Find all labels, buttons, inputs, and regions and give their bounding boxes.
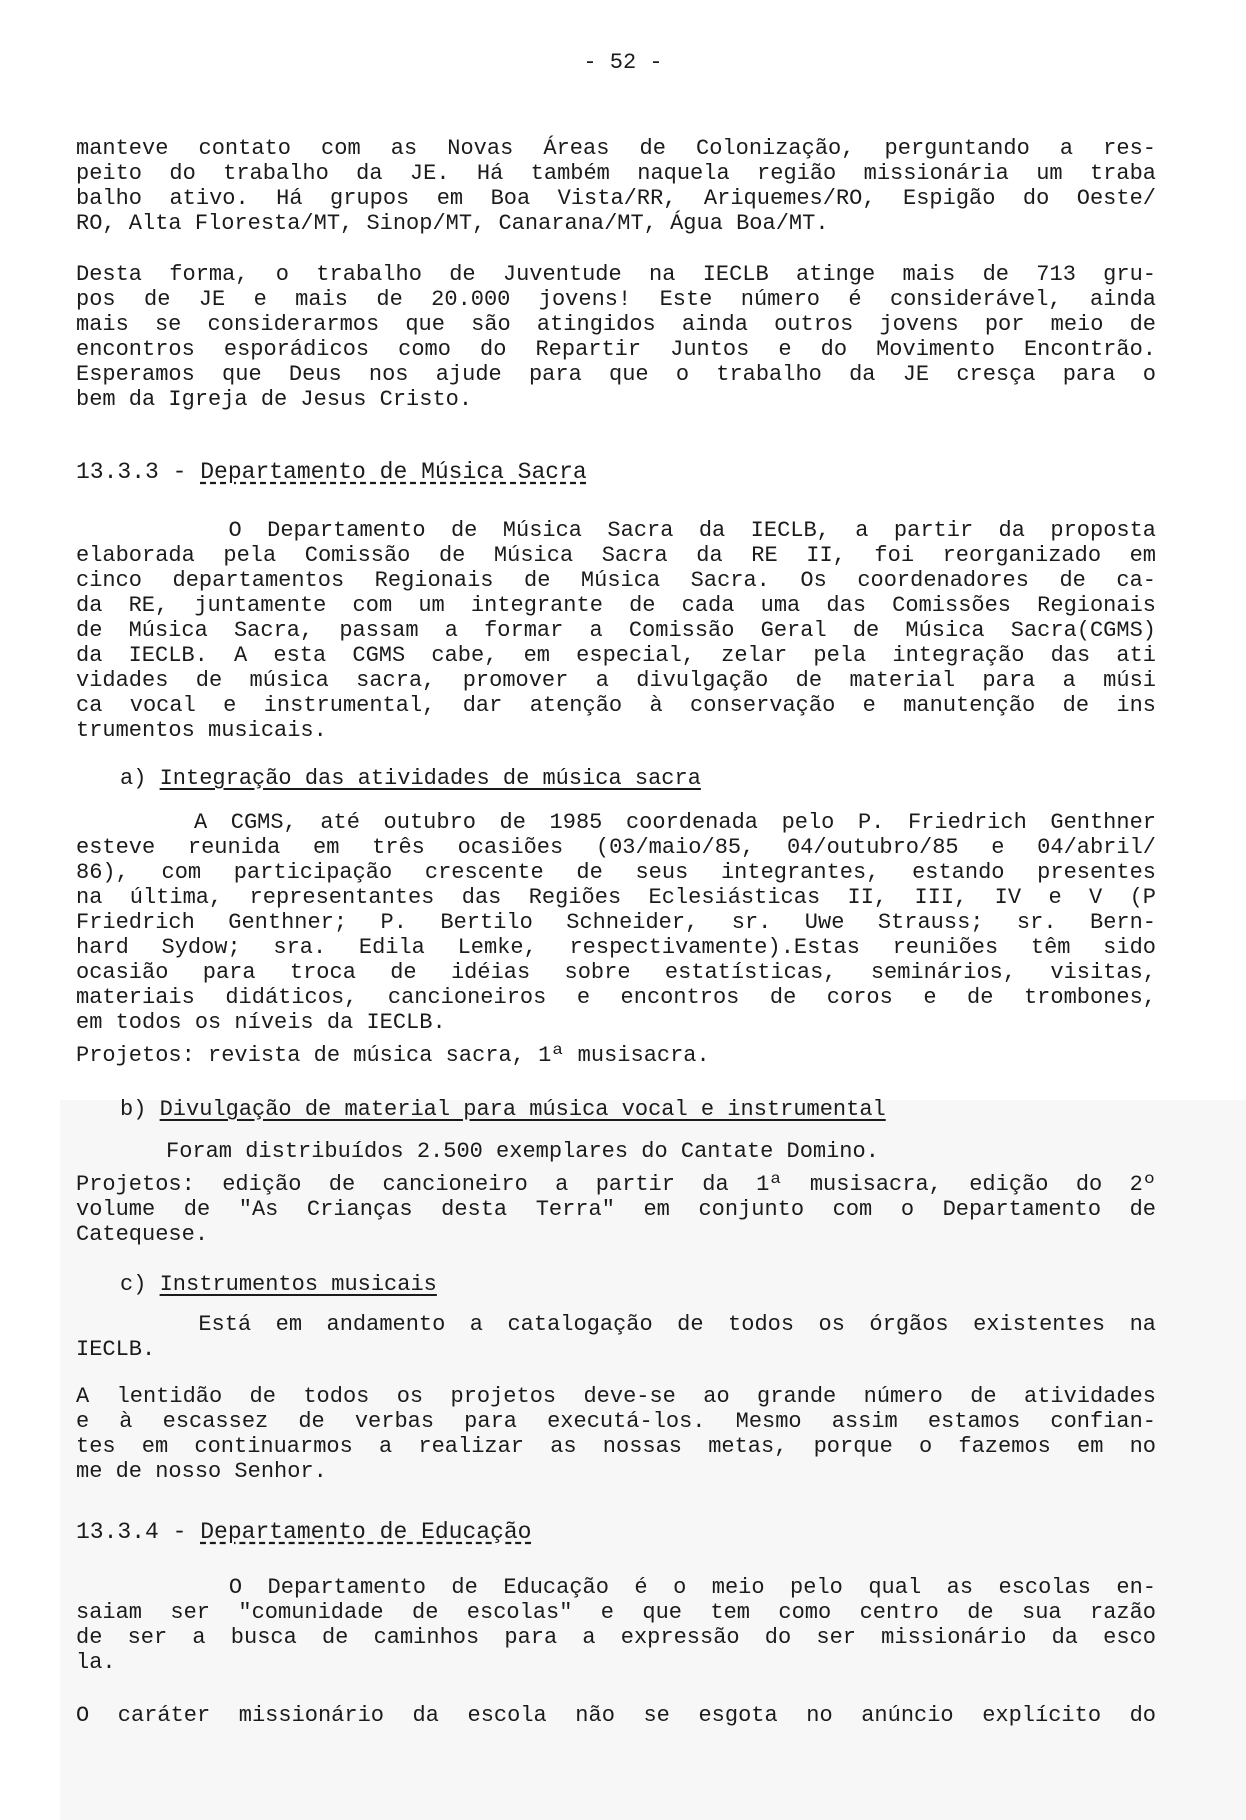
section-title: Departamento de Música Sacra xyxy=(200,459,587,485)
item-title: Instrumentos musicais xyxy=(159,1272,437,1297)
text-line: pos de JE e mais de 20.000 jovens! Este número é considerável, ainda xyxy=(76,287,1156,312)
section-title: Departamento de Educação xyxy=(200,1519,532,1545)
text-line: ca vocal e instrumental, dar atenção à conservação e manutenção de ins xyxy=(76,693,1156,718)
text-line: da RE, juntamente com um integrante de cada uma das Comissões Regionais xyxy=(76,593,1156,618)
text-line: Esperamos que Deus nos ajude para que o trabalho da JE cresça para o xyxy=(76,362,1156,387)
projects-a xyxy=(76,1043,1156,1068)
projects-b xyxy=(76,1172,1156,1247)
subheading-b xyxy=(120,1097,1200,1122)
paragraph-organs xyxy=(76,1312,1156,1362)
text-line: da IECLB. A esta CGMS cabe, em especial, zelar pela integração das ati xyxy=(76,643,1156,668)
text-line: na última, representantes das Regiões Eclesiásticas II, III, IV e V (P xyxy=(76,885,1156,910)
page-number: - 52 - xyxy=(583,50,663,75)
subheading-c xyxy=(120,1272,1200,1297)
text-line: materiais didáticos, cancioneiros e encontros de coros e de trombones, xyxy=(76,985,1156,1010)
paragraph-music-department xyxy=(76,518,1156,743)
text-line: A CGMS, até outubro de 1985 coordenada pelo P. Friedrich Genthner xyxy=(76,810,1156,835)
item-label: b) xyxy=(120,1097,160,1122)
item-label: a) xyxy=(120,766,160,791)
text-line: Projetos: edição de cancioneiro a partir da 1ª musisacra, edição do 2º xyxy=(76,1172,1156,1197)
paragraph-slowness xyxy=(76,1384,1156,1484)
paragraph-missionary-character xyxy=(76,1703,1156,1728)
text-line: encontros esporádicos como do Repartir Juntos e do Movimento Encontrão. xyxy=(76,337,1156,362)
text-line: vidades de música sacra, promover a divulgação de material para a músi xyxy=(76,668,1156,693)
text-line: ocasião para troca de idéias sobre estatísticas, seminários, visitas, xyxy=(76,960,1156,985)
section-heading-1333 xyxy=(76,460,1156,485)
text-line: O Departamento de Música Sacra da IECLB, a partir da proposta xyxy=(76,518,1156,543)
text-line: Projetos: revista de música sacra, 1ª musisacra. xyxy=(76,1043,710,1068)
text-line: hard Sydow; sra. Edila Lemke, respectivamente).Estas reuniões têm sido xyxy=(76,935,1156,960)
text-line: Friedrich Genthner; P. Bertilo Schneider, sr. Uwe Strauss; sr. Bern- xyxy=(76,910,1156,935)
item-label: c) xyxy=(120,1272,160,1297)
text-line: IECLB. xyxy=(76,1337,156,1362)
text-line: mais se considerarmos que são atingidos ainda outros jovens por meio de xyxy=(76,312,1156,337)
text-line: cinco departamentos Regionais de Música Sacra. Os coordenadores de ca- xyxy=(76,568,1156,593)
section-number: 13.3.4 - xyxy=(76,1519,201,1545)
text-line: em todos os níveis da IECLB. xyxy=(76,1010,446,1035)
text-line: balho ativo. Há grupos em Boa Vista/RR, Ariquemes/RO, Espigão do Oeste/ xyxy=(76,186,1156,211)
text-line: me de nosso Senhor. xyxy=(76,1459,327,1484)
text-line: bem da Igreja de Jesus Cristo. xyxy=(76,387,473,412)
item-title: Divulgação de material para música vocal e instrumental xyxy=(159,1097,886,1122)
text-line: 86), com participação crescente de seus integrantes, estando presentes xyxy=(76,860,1156,885)
text-line: O caráter missionário da escola não se esgota no anúncio explícito do xyxy=(76,1703,1156,1728)
text-line: O Departamento de Educação é o meio pelo qual as escolas en- xyxy=(76,1575,1156,1600)
text-line: la. xyxy=(76,1650,116,1675)
text-line: Foram distribuídos 2.500 exemplares do Cantate Domino. xyxy=(166,1139,879,1164)
item-title: Integração das atividades de música sacra xyxy=(159,766,701,791)
paragraph-cgms-meetings xyxy=(76,810,1156,1035)
section-heading-1334 xyxy=(76,1520,1156,1545)
text-line: Catequese. xyxy=(76,1222,209,1247)
paragraph-youth-groups xyxy=(76,262,1156,412)
subheading-a xyxy=(120,766,1200,791)
text-line: tes em continuarmos a realizar as nossas metas, porque o fazemos em no xyxy=(76,1434,1156,1459)
text-line: de ser a busca de caminhos para a expressão do ser missionário da esco xyxy=(76,1625,1156,1650)
section-number: 13.3.3 - xyxy=(76,459,201,485)
paragraph-new-areas xyxy=(76,136,1156,236)
text-line: RO, Alta Floresta/MT, Sinop/MT, Canarana/MT, Água Boa/MT. xyxy=(76,211,829,236)
text-line: manteve contato com as Novas Áreas de Colonização, perguntando a res- xyxy=(76,136,1156,161)
text-line: A lentidão de todos os projetos deve-se ao grande número de atividades xyxy=(76,1384,1156,1409)
text-line: e à escassez de verbas para executá-los. Mesmo assim estamos confian- xyxy=(76,1409,1156,1434)
paragraph-distribution xyxy=(166,1139,1246,1164)
text-line: peito do trabalho da JE. Há também naquela região missionária um traba xyxy=(76,161,1156,186)
text-line: de Música Sacra, passam a formar a Comissão Geral de Música Sacra(CGMS) xyxy=(76,618,1156,643)
text-line: Desta forma, o trabalho de Juventude na IECLB atinge mais de 713 gru- xyxy=(76,262,1156,287)
text-line: saiam ser "comunidade de escolas" e que tem como centro de sua razão xyxy=(76,1600,1156,1625)
text-line: Está em andamento a catalogação de todos os órgãos existentes na xyxy=(76,1312,1156,1337)
paragraph-education-department xyxy=(76,1575,1156,1675)
text-line: esteve reunida em três ocasiões (03/maio/85, 04/outubro/85 e 04/abril/ xyxy=(76,835,1156,860)
text-line: volume de "As Crianças desta Terra" em conjunto com o Departamento de xyxy=(76,1197,1156,1222)
text-line: elaborada pela Comissão de Música Sacra da RE II, foi reorganizado em xyxy=(76,543,1156,568)
text-line: trumentos musicais. xyxy=(76,718,327,743)
